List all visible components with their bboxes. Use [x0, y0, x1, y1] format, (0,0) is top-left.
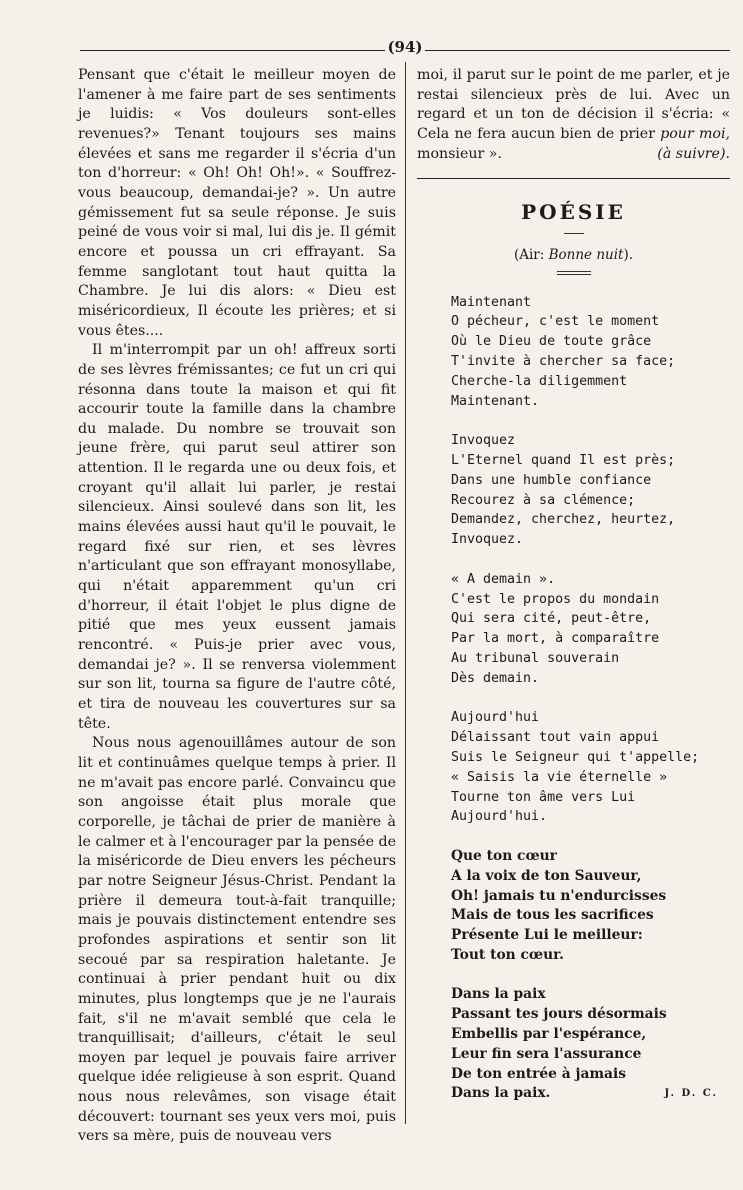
- header-rule-right: [425, 50, 730, 51]
- poem-line: Passant tes jours désormais: [451, 1006, 667, 1023]
- right-column: [417, 66, 730, 1124]
- poem-line: Délaissant tout vain appui: [451, 730, 660, 746]
- stanza: [451, 570, 730, 689]
- stanza: [451, 985, 730, 1104]
- poem-line: Invoquez: [451, 433, 516, 449]
- poem-line: C'est le propos du mondain: [451, 591, 660, 607]
- poem-line: O pécheur, c'est le moment: [451, 314, 660, 330]
- poem-line: De ton entrée à jamais: [451, 1065, 626, 1082]
- poem-line: « A demain ».: [451, 571, 556, 587]
- page-number: (94): [387, 38, 423, 56]
- continuation-text-start: moi, il parut sur le point de me parler, et je restai silencieux près de lui. Avec un regard et un ton de décision il s'écria: « Cela ne fera aucun bien de prier: [417, 67, 730, 142]
- poem-line: Présente Lui le meilleur:: [451, 927, 643, 944]
- poem-line: Tourne ton âme vers Lui: [451, 789, 636, 805]
- poem-line: Au tribunal souverain: [451, 650, 620, 666]
- poem-last-line: Dans la paix.: [451, 1085, 551, 1102]
- poem-line: Recourez à sa clémence;: [451, 492, 636, 508]
- poem-line: Dans une humble confiance: [451, 472, 652, 488]
- column-divider: [405, 62, 406, 1124]
- poem-line: Suis le Seigneur qui t'appelle;: [451, 749, 700, 765]
- paragraph: Nous nous agenouillâmes autour de son lit et continuâmes quelque temps à prier. Il ne m'avait pas encore parlé. Convaincu que son angoisse était plus morale que corporelle, je tâchai de prier de manière à le calmer et à l'encourager par la pensée de la miséricorde de Dieu envers les pécheurs par notre Seigneur Jésus-Christ. Pendant la prière il demeura tout-à-fait tranquille; mais je pouvais distinctement entendre ses profondes aspirations et sentir son lit secoué par sa respiration haletante. Je continuai à prier pendant huit ou dix minutes, plus longtemps que je ne l'aurais fait, s'il ne m'avait semblé que cela le tranquillisait; d'ailleurs, c'était le seul moyen par lequel je pouvais faire arriver quelque idée religieuse à son esprit. Quand nous nous relevâmes, son visage était découvert: tournant ses yeux vers moi, puis vers sa mère, puis de nouveau vers: [78, 735, 396, 1145]
- poem-line: [451, 1084, 730, 1104]
- continuation-text: [417, 66, 730, 164]
- stanza: [451, 431, 730, 550]
- poem-line: Dans la paix: [451, 986, 546, 1003]
- stanza: [451, 708, 730, 827]
- left-column: [78, 66, 396, 1147]
- poem-line: T'invite à chercher sa face;: [451, 353, 676, 369]
- title-rule: [564, 233, 584, 234]
- poem-line: Aujourd'hui: [451, 710, 540, 726]
- poem-line: Cherche-la diligemment: [451, 373, 628, 389]
- poem-line: Demandez, cherchez, heurtez,: [451, 512, 676, 528]
- header-rule-left: [80, 50, 385, 51]
- poem-line: Par la mort, à comparaître: [451, 631, 660, 647]
- air-prefix: (Air:: [513, 246, 545, 263]
- poem-line: A la voix de ton Sauveur,: [451, 867, 642, 884]
- air-name: Bonne nuit: [548, 246, 624, 263]
- poem-line: Embellis par l'espérance,: [451, 1026, 647, 1043]
- a-suivre: (à suivre).: [657, 145, 730, 162]
- poem-line: Mais de tous les sacrifices: [451, 907, 654, 924]
- poem-line: Où le Dieu de toute grâce: [451, 334, 652, 350]
- air-suffix: ).: [623, 246, 634, 263]
- air-note: [417, 246, 730, 266]
- poem-line: Aujourd'hui.: [451, 809, 548, 825]
- air-double-rule: [557, 271, 591, 275]
- poem-line: Maintenant.: [451, 393, 540, 409]
- continuation-italic: pour moi,: [660, 125, 730, 142]
- page-header: [80, 38, 730, 58]
- poem-body: [417, 293, 730, 1105]
- poem-line: Maintenant: [451, 294, 532, 310]
- signature: J. D. C.: [664, 1088, 718, 1100]
- stanza: [451, 847, 730, 966]
- poem-line: Tout ton cœur.: [451, 946, 564, 963]
- poem-line: Invoquez.: [451, 532, 524, 548]
- poem-line: Qui sera cité, peut-être,: [451, 611, 652, 627]
- poem-line: L'Eternel quand Il est près;: [451, 452, 676, 468]
- section-separator: [417, 178, 730, 179]
- continuation-text-end: monsieur ».: [417, 145, 502, 162]
- poem-line: Que ton cœur: [451, 847, 557, 864]
- paragraph: Il m'interrompit par un oh! affreux sorti de ses lèvres frémissantes; ce fut un cri qui résonna dans toute la maison et qui fit accourir toute la famille dans la chambre du malade. Du nombre se trouvait son jeune frère, qui parut seul attirer son attention. Il le regarda une ou deux fois, et croyant qu'il allait lui parler, je restai silencieux. Ainsi soulevé dans son lit, les mains élevées aussi haut qu'il le pouvait, le regard fixé sur rien, et ses lèvres n'articulant que son effrayant monosyllabe, qui n'était apparemment qu'un cri d'horreur, il était l'objet le plus digne de pitié que mes yeux eussent jamais rencontré. « Puis-je prier avec vous, demandai je? ». Il se renversa violemment sur son lit, tourna sa figure de l'autre côté, et tira de nouveau les couvertures sur sa tête.: [78, 342, 396, 732]
- stanza: [451, 293, 730, 412]
- paragraph: Pensant que c'était le meilleur moyen de l'amener à me faire part de ses sentiments je luidis: « Vos douleurs sont-elles revenues?» Tenant toujours ses mains élevées et sans me regarder il s'écria d'un ton d'horreur: « Oh! Oh! Oh!». « Souffrez-vous beaucoup, demandai-je? ». Un autre gémissement fut sa seule réponse. Je suis peiné de vous voir si mal, lui dis je. Il gémit encore et poussa un cri effrayant. Sa femme sanglotant tout haut quitta la Chambre. Je lui dis alors: « Dieu est miséricordieux, Il écoute les prières; et si vous êtes....: [78, 67, 396, 339]
- poem-line: Leur fin sera l'assurance: [451, 1045, 642, 1062]
- poem-line: « Saisis la vie éternelle »: [451, 769, 668, 785]
- poem-line: Dès demain.: [451, 670, 540, 686]
- poem-title: POÉSIE: [521, 200, 626, 225]
- poem-line: Oh! jamais tu n'endurcisses: [451, 887, 667, 904]
